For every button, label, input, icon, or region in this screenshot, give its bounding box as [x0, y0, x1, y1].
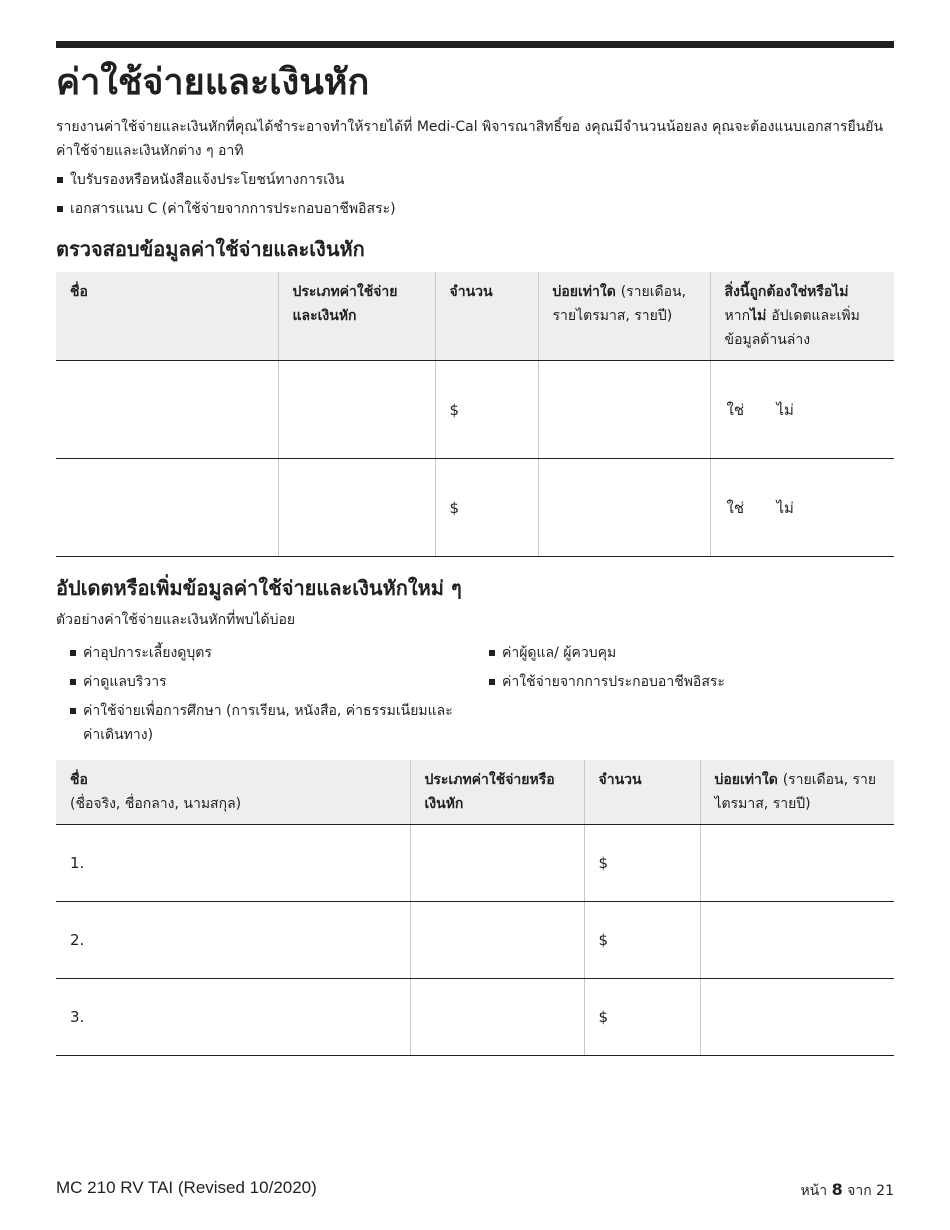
amount-cell[interactable] — [584, 825, 700, 902]
top-rule — [56, 41, 894, 48]
amount-cell[interactable] — [435, 361, 538, 459]
no-option[interactable]: ไม่ — [776, 498, 794, 517]
no-option[interactable]: ไม่ — [776, 400, 794, 419]
frequency-cell[interactable] — [700, 902, 894, 979]
type-cell[interactable] — [278, 361, 435, 459]
col-header-type: ประเภทค่าใช้จ่ายและเงินหัก — [278, 272, 435, 361]
page-of: จาก — [847, 1183, 872, 1199]
list-item: ค่าใช้จ่ายเพื่อการศึกษา (การเรียน, หนังสือ, ค่าธรรมเนียมและค่าเดินทาง) — [69, 699, 464, 747]
frequency-cell[interactable] — [538, 361, 710, 459]
frequency-note: (รายเดือน, รายไตรมาส, รายปี) — [714, 772, 877, 812]
currency-sign: $ — [598, 1008, 609, 1026]
name-cell[interactable] — [56, 361, 278, 459]
currency-sign: $ — [449, 498, 460, 517]
page-title: ค่าใช้จ่ายและเงินหัก — [56, 62, 370, 103]
col-header-amount: จำนวน — [584, 760, 700, 825]
page-prefix: หน้า — [800, 1183, 828, 1199]
page-current: 8 — [831, 1180, 843, 1199]
name-cell[interactable] — [56, 459, 278, 557]
correct-if: หาก — [724, 308, 751, 324]
list-item: เอกสารแนบ C (ค่าใช้จ่ายจากการประกอบอาชีพอิสระ) — [56, 197, 396, 221]
currency-sign: $ — [598, 854, 609, 872]
currency-sign: $ — [598, 931, 609, 949]
page-number — [800, 1180, 894, 1202]
review-section-title: ตรวจสอบข้อมูลค่าใช้จ่ายและเงินหัก — [56, 237, 365, 261]
intro-text: รายงานค่าใช้จ่ายและเงินหักที่คุณได้ชำระอาจทำให้รายได้ที่ Medi-Cal พิจารณาสิทธิ์ขอ งคุณมีจำนวนน้อยลง คุณจะต้องแนบเอกสารยืนยันค่าใช้จ่ายและเงินหักต่าง ๆ อาทิ — [56, 119, 884, 159]
table-row — [56, 361, 894, 459]
correct-question: สิ่งนี้ถูกต้องใช่หรือไม่ — [724, 284, 849, 300]
col-header-type: ประเภทค่าใช้จ่ายหรือเงินหัก — [410, 760, 584, 825]
name-note: (ชื่อจริง, ชื่อกลาง, นามสกุล) — [70, 796, 242, 812]
table-row — [56, 902, 894, 979]
frequency-label: บ่อยเท่าใด — [552, 284, 616, 300]
examples-list-right — [488, 641, 888, 699]
frequency-label: บ่อยเท่าใด — [714, 772, 778, 788]
examples-subtitle: ตัวอย่างค่าใช้จ่ายและเงินหักที่พบได้บ่อย — [56, 612, 296, 628]
col-header-name — [56, 760, 410, 825]
yes-option[interactable]: ใช่ — [726, 400, 745, 419]
list-item: ค่าดูแลบริวาร — [69, 670, 464, 694]
amount-cell[interactable] — [584, 979, 700, 1056]
name-label: ชื่อ — [70, 772, 88, 788]
table-row — [56, 459, 894, 557]
list-item: ค่าใช้จ่ายจากการประกอบอาชีพอิสระ — [488, 670, 888, 694]
examples-list-left — [69, 641, 464, 752]
yes-no-cell — [710, 361, 894, 459]
type-cell[interactable] — [278, 459, 435, 557]
amount-cell[interactable] — [435, 459, 538, 557]
yes-option[interactable]: ใช่ — [726, 498, 745, 517]
yes-no-cell — [710, 459, 894, 557]
amount-cell[interactable] — [584, 902, 700, 979]
name-cell[interactable] — [56, 825, 410, 902]
frequency-cell[interactable] — [700, 979, 894, 1056]
name-cell[interactable] — [56, 979, 410, 1056]
row-number: 3. — [70, 1008, 85, 1026]
type-cell[interactable] — [410, 825, 584, 902]
col-header-frequency — [538, 272, 710, 361]
col-header-name: ชื่อ — [56, 272, 278, 361]
name-cell[interactable] — [56, 902, 410, 979]
row-number: 1. — [70, 854, 85, 872]
row-number: 2. — [70, 931, 85, 949]
review-table — [56, 272, 894, 557]
intro-bullet-list — [56, 168, 396, 226]
update-section-title: อัปเดตหรือเพิ่มข้อมูลค่าใช้จ่ายและเงินหักใหม่ ๆ — [56, 576, 462, 600]
form-id: MC 210 RV TAI (Revised 10/2020) — [56, 1178, 317, 1197]
type-cell[interactable] — [410, 979, 584, 1056]
correct-no: ไม่ — [750, 308, 767, 324]
type-cell[interactable] — [410, 902, 584, 979]
update-table — [56, 760, 894, 1056]
currency-sign: $ — [449, 400, 460, 419]
frequency-cell[interactable] — [700, 825, 894, 902]
correct-instruction: อัปเดตและเพิ่มข้อมูลด้านล่าง — [724, 308, 860, 348]
frequency-cell[interactable] — [538, 459, 710, 557]
col-header-frequency — [700, 760, 894, 825]
frequency-note: (รายเดือน, รายไตรมาส, รายปี) — [552, 284, 687, 324]
col-header-correct — [710, 272, 894, 361]
list-item: ค่าอุปการะเลี้ยงดูบุตร — [69, 641, 464, 665]
table-row — [56, 825, 894, 902]
list-item: ใบรับรองหรือหนังสือแจ้งประโยชน์ทางการเงิน — [56, 168, 396, 192]
table-row — [56, 979, 894, 1056]
list-item: ค่าผู้ดูแล/ ผู้ควบคุม — [488, 641, 888, 665]
page-total: 21 — [876, 1183, 894, 1199]
col-header-amount: จำนวน — [435, 272, 538, 361]
